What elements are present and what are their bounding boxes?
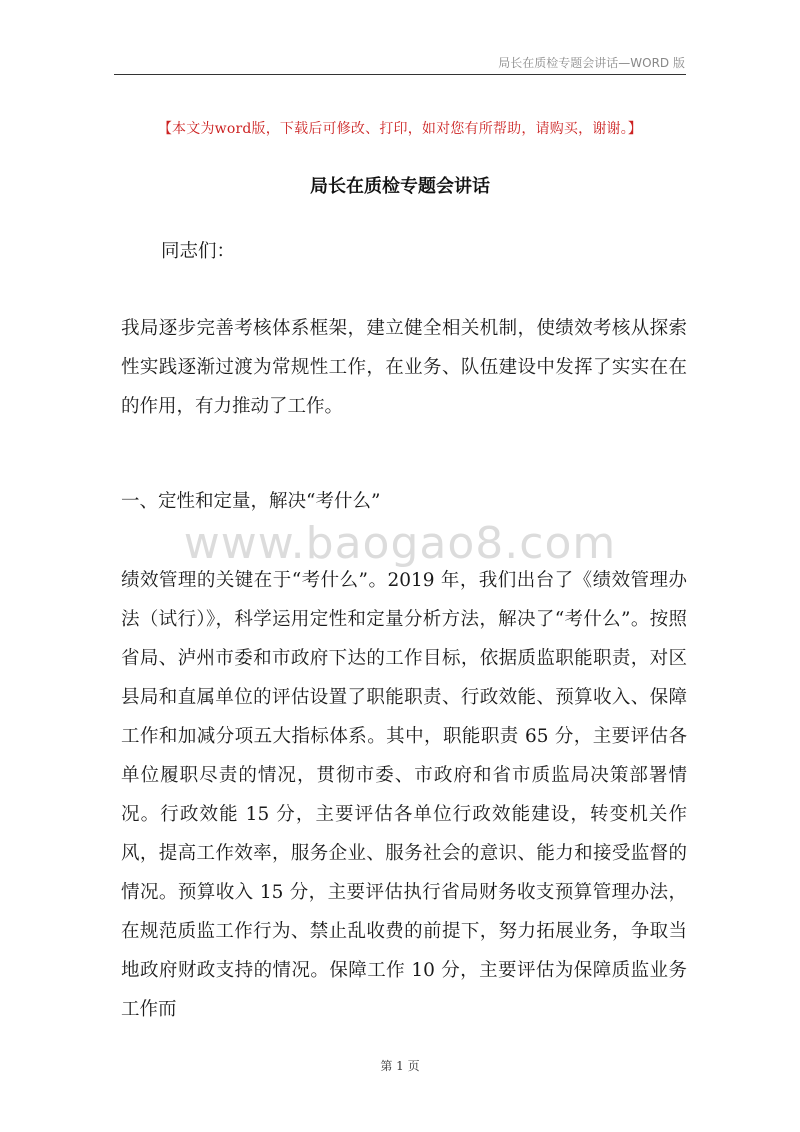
header-divider xyxy=(114,74,686,75)
watermark: www.baogao8.com xyxy=(183,518,617,569)
section-heading: 一、定性和定量，解决“考什么” xyxy=(121,491,381,512)
salutation: 同志们： xyxy=(161,241,236,262)
page-number: 第 1 页 xyxy=(380,1059,420,1073)
intro-paragraph: 我局逐步完善考核体系框架，建立健全相关机制，使绩效考核从探索性实践逐渐过渡为常规性工作，在业务、队伍建设中发挥了实实在在的作用，有力推动了工作。 xyxy=(121,318,687,417)
document-title: 局长在质检专题会讲话 xyxy=(310,176,490,197)
running-header: 局长在质检专题会讲话—WORD 版 xyxy=(498,56,685,70)
purchase-notice: 【本文为word版，下载后可修改、打印，如对您有所帮助，请购买，谢谢。】 xyxy=(157,121,643,137)
section-body-paragraph: 绩效管理的关键在于“考什么”。2019 年，我们出台了《绩效管理办法（试行）》，科学运用定性和定量分析方法，解决了“考什么”。按照省局、泸州市委和市政府下达的工作目标，依据质监职能职责，对区县局和直属单位的评估设置了职能职责、行政效能、预算收入、保障工作和加减分项五大指标体系。其中，职能职责 65 分，主要评估各单位履职尽责的情况，贯彻市委、市政府和省市质监局决策部署情况。行政效能 15 分，主要评估各单位行政效能建设，转变机关作风，提高工作效率，服务企业、服务社会的意识、能力和接受监督的情况。预算收入 15 分，主要评估执行省局财务收支预算管理办法，在规范质监工作行为、禁止乱收费的前提下，努力拓展业务，争取当地政府财政支持的情况。保障工作 10 分，主要评估为保障质监业务工作而 xyxy=(121,570,687,1020)
